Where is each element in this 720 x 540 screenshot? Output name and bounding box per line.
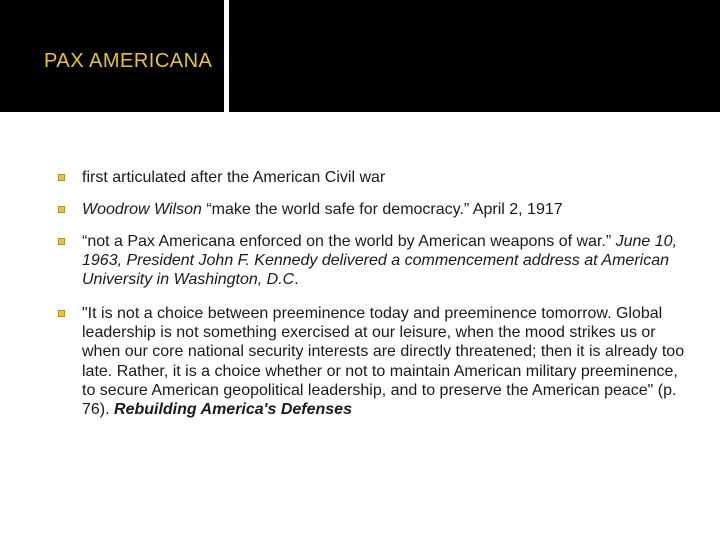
square-bullet-icon: [58, 174, 65, 181]
square-bullet-icon: [58, 310, 65, 317]
bullet-list: [58, 168, 694, 419]
bullet-item-kennedy: [58, 232, 694, 289]
kennedy-quote: “not a Pax Americana enforced on the world by American weapons of war.”: [82, 233, 616, 250]
header-divider-line: [224, 0, 229, 112]
bullet-item-defenses: [58, 304, 694, 419]
square-bullet-icon: [58, 206, 65, 213]
wilson-quote: “make the world safe for democracy.” April 2, 1917: [201, 201, 563, 218]
wilson-name: Woodrow Wilson: [82, 201, 202, 218]
kennedy-period: .: [294, 271, 299, 288]
defenses-source: Rebuilding America's Defenses: [114, 401, 352, 419]
title-bar: [0, 0, 720, 112]
square-bullet-icon: [58, 238, 65, 245]
slide-title: PAX AMERICANA: [44, 50, 213, 72]
bullet-item-civil-war: [58, 168, 694, 187]
bullet-item-wilson: [58, 200, 694, 219]
defenses-quote: "It is not a choice between preeminence today and preeminence tomorrow. Global leadership is not something exercised at our leisure, when the mood strikes us or when our core national security interests are directly threatened; then it is already too late. Rather, it is a choice whether or not to maintain American military preeminence, to secure American geopolitical leadership, and to preserve the American peace" (p. 76).: [82, 305, 685, 419]
bullet-text: first articulated after the American Civil war: [82, 169, 386, 186]
kennedy-attribution: June 10, 1963, President John F. Kennedy delivered a commencement address at American University in Washington, D.C: [82, 233, 678, 288]
